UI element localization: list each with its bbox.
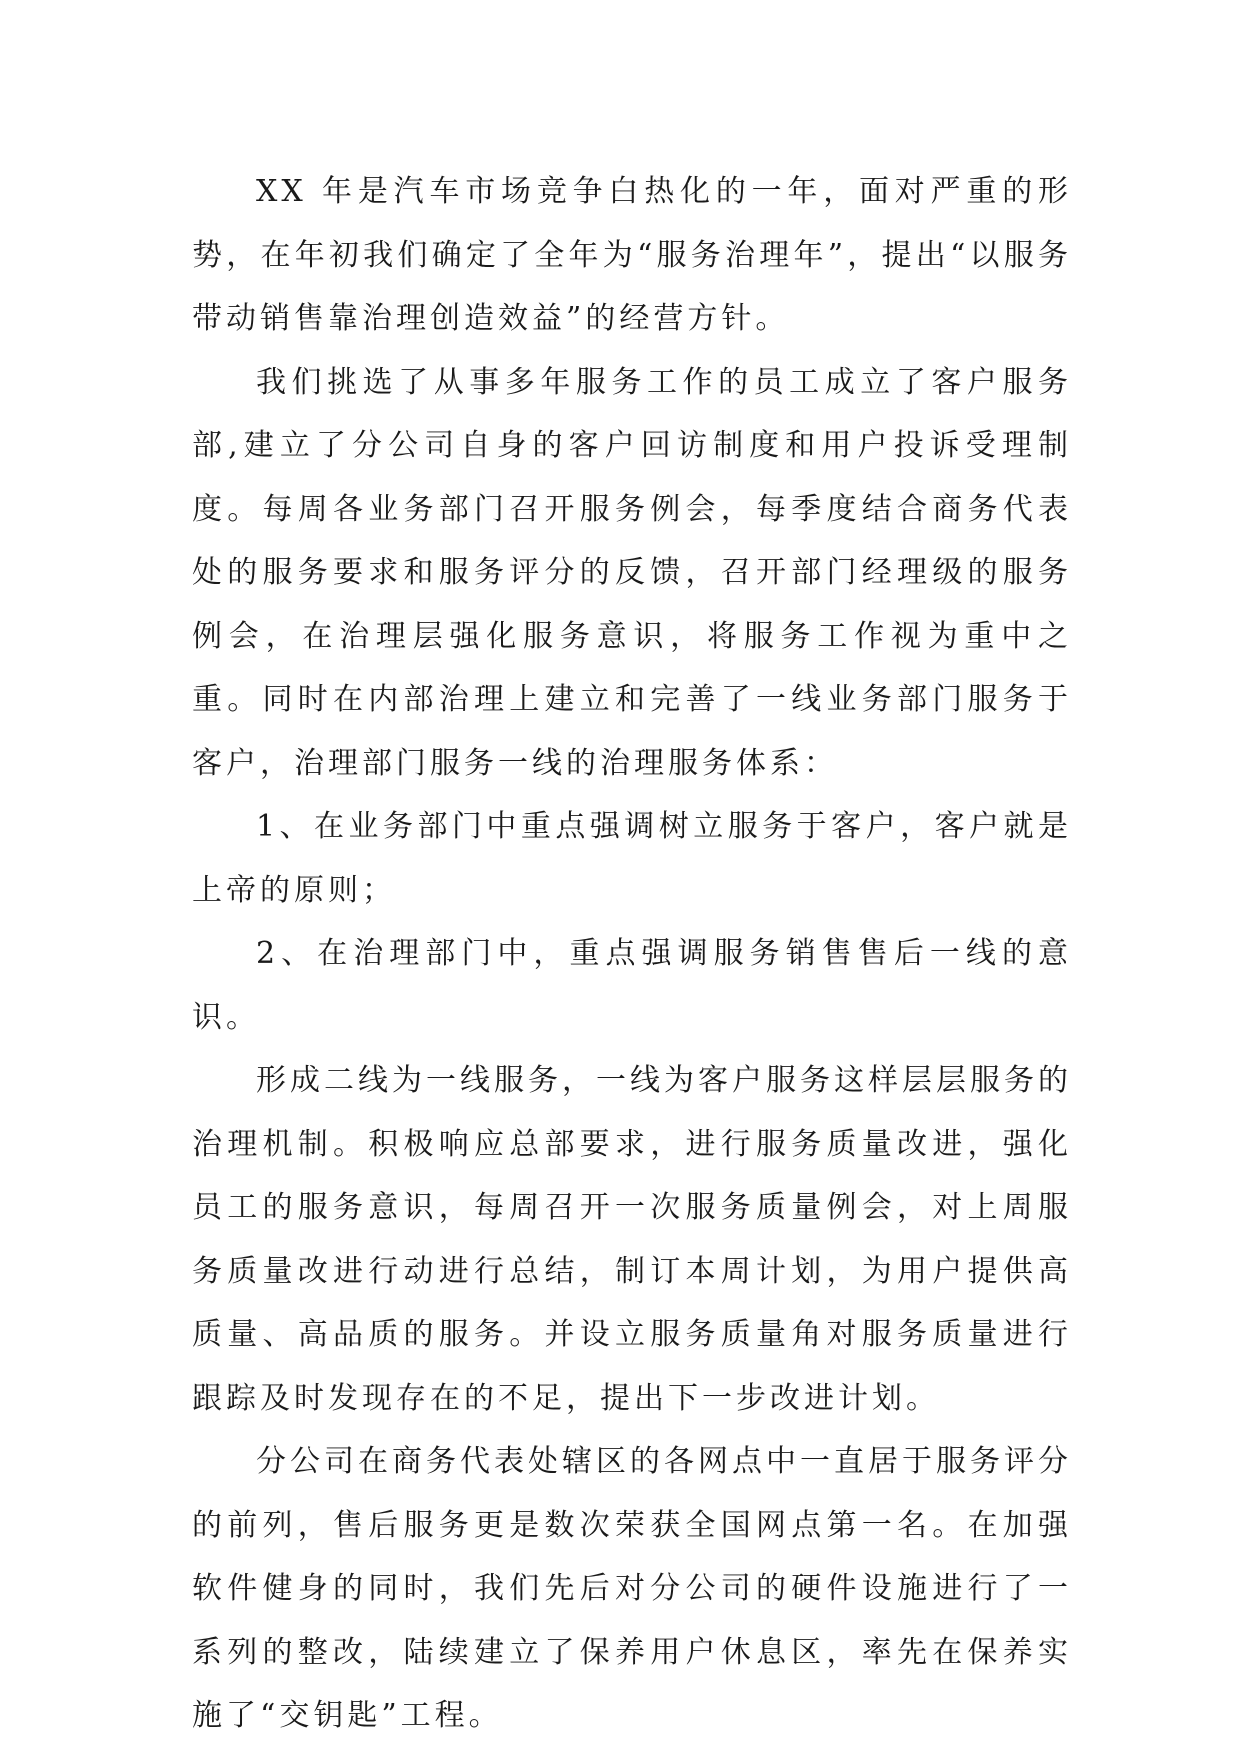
document-body xyxy=(192,160,1072,1748)
paragraph-point-2: 2、在治理部门中，重点强调服务销售售后一线的意识。 xyxy=(192,936,1072,1035)
paragraph-service-year: XX 年是汽车市场竞争白热化的一年，面对严重的形势，在年初我们确定了全年为“服务治理年”，提出“以服务带动销售靠治理创造效益”的经营方针。 xyxy=(192,174,1072,336)
paragraph-facilities: 分公司在商务代表处辖区的各网点中一直居于服务评分的前列，售后服务更是数次荣获全国网点第一名。在加强软件健身的同时，我们先后对分公司的硬件设施进行了一系列的整改，陆续建立了保养用户休息区，率先在保养实施了“交钥匙”工程。 xyxy=(192,1444,1072,1733)
paragraph-service-mechanism: 形成二线为一线服务，一线为客户服务这样层层服务的治理机制。积极响应总部要求，进行服务质量改进，强化员工的服务意识，每周召开一次服务质量例会，对上周服务质量改进行动进行总结，制订本周计划，为用户提供高质量、高品质的服务。并设立服务质量角对服务质量进行跟踪及时发现存在的不足，提出下一步改进计划。 xyxy=(192,1063,1072,1416)
paragraph-service-department: 我们挑选了从事多年服务工作的员工成立了客户服务部,建立了分公司自身的客户回访制度和用户投诉受理制度。每周各业务部门召开服务例会，每季度结合商务代表处的服务要求和服务评分的反馈，召开部门经理级的服务例会，在治理层强化服务意识，将服务工作视为重中之重。同时在内部治理上建立和完善了一线业务部门服务于客户，治理部门服务一线的治理服务体系： xyxy=(192,364,1072,781)
paragraph-point-1: 1、在业务部门中重点强调树立服务于客户，客户就是上帝的原则； xyxy=(192,809,1072,908)
